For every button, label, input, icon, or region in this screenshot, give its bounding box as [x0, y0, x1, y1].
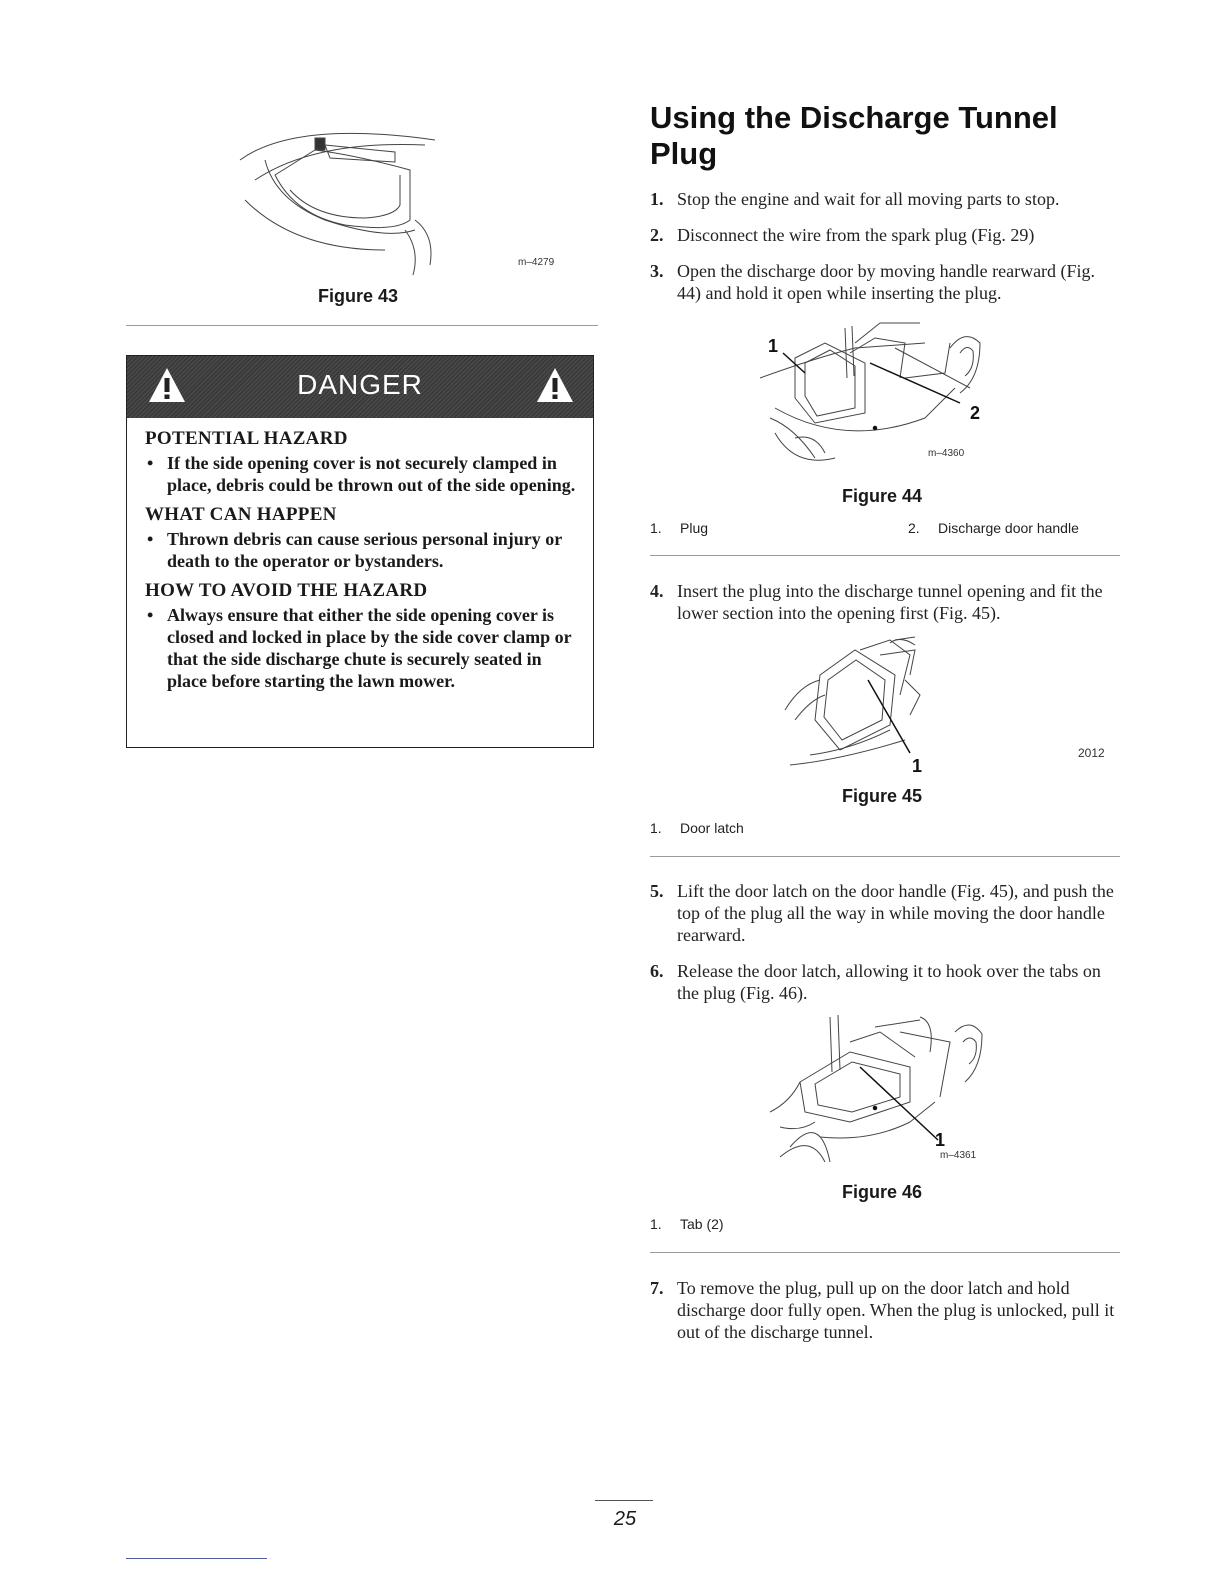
page-number-rule [595, 1500, 653, 1501]
step-6 [650, 960, 1120, 1004]
callout-text: Plug [680, 520, 709, 536]
figure-45-caption: Figure 45 [842, 786, 923, 806]
figure-44-label-1: 1 [768, 336, 779, 356]
step-text: Stop the engine and wait for all moving parts to stop. [677, 189, 1060, 209]
callout-number: 1. [650, 1216, 662, 1232]
figure-44-caption: Figure 44 [842, 486, 923, 506]
figure-43-divider [126, 325, 598, 326]
step-number: 1. [650, 189, 664, 209]
step-5 [650, 880, 1120, 946]
step-number: 6. [650, 961, 664, 981]
figure-44-code: m–4360 [928, 448, 965, 459]
figure-46-code: m–4361 [940, 1150, 977, 1161]
step-number: 7. [650, 1278, 664, 1298]
step-text: Open the discharge door by moving handle rearward (Fig. 44) and hold it open while inserting the plug. [677, 261, 1096, 303]
danger-heading: WHAT CAN HAPPEN [145, 504, 337, 525]
figure-44-callout-1 [650, 520, 708, 536]
danger-bullet: • If the side opening cover is not securely clamped in place, debris could be thrown out of the side opening. [147, 453, 576, 495]
callout-text: Door latch [680, 820, 744, 836]
figure-43-caption: Figure 43 [318, 286, 399, 306]
danger-bullet-text: Always ensure that either the side opening cover is closed and locked in place by the side cover clamp or that the side discharge chute is securely seated in place before starting the lawn mower. [167, 605, 572, 691]
figure-46-illustration [760, 1012, 990, 1167]
danger-bullet: • Thrown debris can cause serious personal injury or death to the operator or bystanders. [147, 529, 562, 571]
danger-heading: POTENTIAL HAZARD [145, 428, 348, 449]
danger-body [145, 428, 585, 700]
figure-45-callout-1 [650, 820, 744, 836]
step-text: Disconnect the wire from the spark plug (Fig. 29) [677, 225, 1035, 245]
danger-bullet-text: If the side opening cover is not securely clamped in place, debris could be thrown out of the side opening. [167, 453, 576, 495]
section-title: Using the Discharge Tunnel Plug [650, 100, 1058, 171]
figure-46-divider [650, 1252, 1120, 1253]
danger-bullet-text: Thrown debris can cause serious personal injury or death to the operator or bystanders. [167, 529, 562, 571]
callout-number: 1. [650, 820, 662, 836]
figure-45-code: 2012 [1078, 746, 1105, 760]
step-3 [650, 260, 1120, 304]
callout-text: Discharge door handle [938, 520, 1079, 536]
figure-45-illustration [780, 635, 930, 775]
step-number: 3. [650, 261, 664, 281]
step-1 [650, 188, 1120, 210]
callout-text: Tab (2) [680, 1216, 724, 1232]
step-2 [650, 224, 1120, 246]
figure-44-illustration [755, 318, 985, 468]
step-7 [650, 1277, 1120, 1343]
danger-box [126, 355, 594, 748]
figure-43-illustration [235, 100, 445, 280]
figure-44-callout-2 [908, 520, 1079, 536]
step-4 [650, 580, 1120, 624]
callout-number: 2. [908, 520, 920, 536]
figure-46-callout-1 [650, 1216, 724, 1232]
figure-46-caption: Figure 46 [842, 1182, 923, 1202]
footer-rule [126, 1558, 267, 1559]
step-text: Release the door latch, allowing it to hook over the tabs on the plug (Fig. 46). [677, 961, 1101, 1003]
danger-heading: HOW TO AVOID THE HAZARD [145, 580, 428, 601]
step-text: To remove the plug, pull up on the door latch and hold discharge door fully open. When the plug is unlocked, pull it out of the discharge tunnel. [677, 1278, 1115, 1342]
figure-43-code: m–4279 [518, 257, 555, 268]
warning-icon [535, 366, 575, 404]
step-number: 5. [650, 881, 664, 901]
callout-number: 1. [650, 520, 662, 536]
step-number: 2. [650, 225, 664, 245]
danger-title: DANGER [297, 369, 423, 400]
page-number: 25 [613, 1508, 637, 1530]
figure-44-label-2: 2 [970, 403, 981, 423]
danger-bullet: • Always ensure that either the side opening cover is closed and locked in place by the side cover clamp or that the side discharge chute is securely seated in place before starting the lawn mower. [147, 605, 572, 691]
step-text: Insert the plug into the discharge tunnel opening and fit the lower section into the opening first (Fig. 45). [677, 581, 1103, 623]
figure-45-label-1: 1 [912, 756, 923, 776]
step-number: 4. [650, 581, 664, 601]
figure-45-divider [650, 856, 1120, 857]
figure-46-label-1: 1 [935, 1130, 946, 1150]
figure-44-divider [650, 555, 1120, 556]
step-text: Lift the door latch on the door handle (Fig. 45), and push the top of the plug all the way in while moving the door handle rearward. [677, 881, 1114, 945]
danger-header [127, 356, 593, 418]
